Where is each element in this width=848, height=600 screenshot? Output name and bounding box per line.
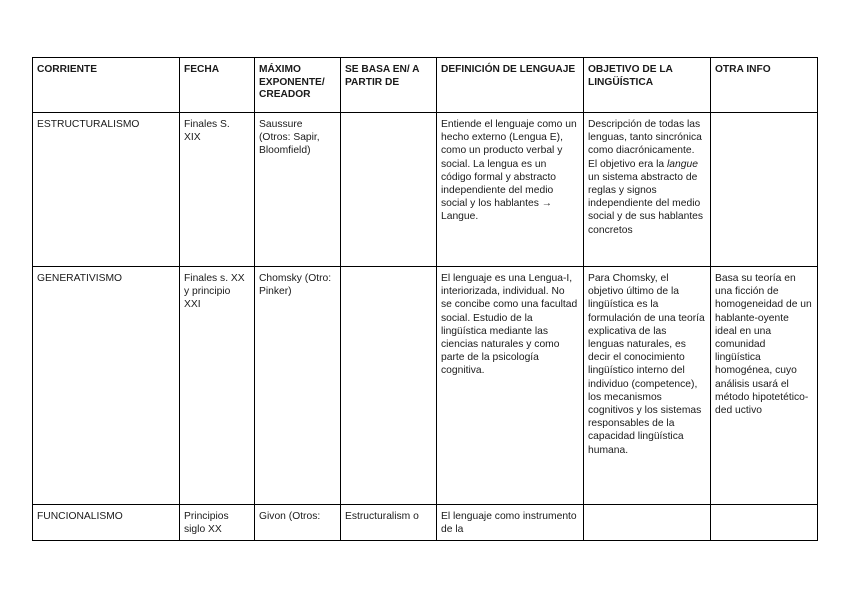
cell-fecha: Principios siglo XX (180, 505, 255, 541)
header-otra-info: OTRA INFO (711, 58, 818, 113)
header-row (33, 58, 818, 113)
linguistics-comparison-table (32, 57, 818, 541)
cell-corriente: GENERATIVISMO (33, 267, 180, 505)
cell-exponente: Givon (Otros: (255, 505, 341, 541)
cell-exponente: Chomsky (Otro: Pinker) (255, 267, 341, 505)
cell-definicion: El lenguaje como instrumento de la (437, 505, 584, 541)
cell-definicion: El lenguaje es una Lengua-I, interiorizada, individual. No se concibe como una facultad social. Estudio de la lingüística mediante las ciencias naturales y como parte de la psicología cognitiva. (437, 267, 584, 505)
cell-corriente: ESTRUCTURALISMO (33, 113, 180, 267)
cell-otra-info: Basa su teoría en una ficción de homogeneidad de un hablante-oyente ideal en una comunidad lingüística homogénea, cuyo análisis usará el método hipotetético-ded uctivo (711, 267, 818, 505)
header-corriente: CORRIENTE (33, 58, 180, 113)
cell-base (341, 113, 437, 267)
cell-objetivo: Para Chomsky, el objetivo último de la lingüística es la formulación de una teoría explicativa de las lenguas naturales, es decir el conocimiento lingüístico interno del individuo (competence), los mecanismos cognitivos y los sistemas responsables de la capacidad lingüística humana. (584, 267, 711, 505)
cell-base: Estructuralism o (341, 505, 437, 541)
table-row (33, 267, 818, 505)
objetivo-text-b: un sistema abstracto de reglas y signos independiente del medio social y de sus hablantes concretos (588, 171, 704, 236)
cell-otra-info (711, 505, 818, 541)
cell-objetivo (584, 113, 711, 267)
cell-corriente: FUNCIONALISMO (33, 505, 180, 541)
header-definicion: DEFINICIÓN DE LENGUAJE (437, 58, 584, 113)
cell-fecha: Finales s. XX y principio XXI (180, 267, 255, 505)
header-fecha: FECHA (180, 58, 255, 113)
cell-exponente: Saussure (Otros: Sapir, Bloomfield) (255, 113, 341, 267)
cell-definicion: Entiende el lenguaje como un hecho externo (Lengua E), como un producto verbal y social. La lengua es un código formal y abstracto independiente del medio social y los hablantes → Langue. (437, 113, 584, 267)
cell-otra-info (711, 113, 818, 267)
cell-objetivo (584, 505, 711, 541)
header-objetivo: OBJETIVO DE LA LINGÜÍSTICA (584, 58, 711, 113)
table-row (33, 505, 818, 541)
cell-base (341, 267, 437, 505)
objetivo-text-a: Descripción de todas las lenguas, tanto sincrónica como diacrónicamente. El objetivo era la (588, 119, 702, 170)
header-base: SE BASA EN/ A PARTIR DE (341, 58, 437, 113)
header-exponente: MÁXIMO EXPONENTE/ CREADOR (255, 58, 341, 113)
objetivo-text-italic: langue (667, 158, 698, 170)
table-row (33, 113, 818, 267)
cell-fecha: Finales S. XIX (180, 113, 255, 267)
